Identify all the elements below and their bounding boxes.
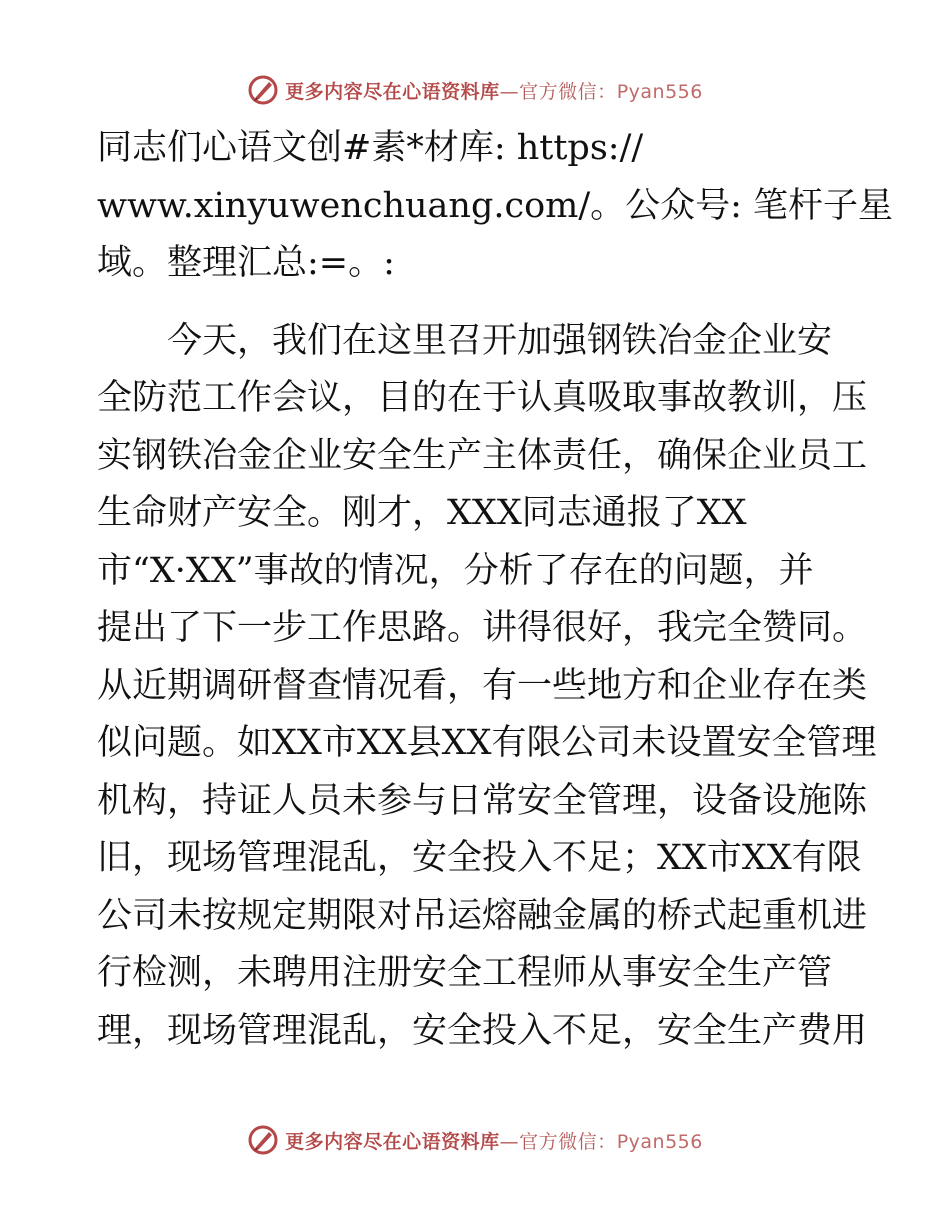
pen-logo-icon bbox=[247, 1124, 279, 1156]
header-wechat-id: Pyan556 bbox=[616, 80, 703, 103]
body-line: 理，现场管理混乱，安全投入不足，安全生产费用 bbox=[97, 1010, 868, 1051]
header-banner-main: 更多内容尽在心语资料库 bbox=[285, 80, 500, 103]
body-line: 似问题。如XX市XX县XX有限公司未设置安全管理 bbox=[97, 723, 877, 763]
body-line: 全防范工作会议，目的在于认真吸取事故教训，压 bbox=[97, 378, 868, 418]
body-line: 机构，持证人员未参与日常安全管理，设备设施陈 bbox=[97, 780, 868, 821]
notice-line: 同志们心语文创#素*材库: https:// bbox=[97, 128, 644, 168]
footer-banner-text bbox=[285, 1127, 703, 1154]
body-line: 旧，现场管理混乱，安全投入不足；XX市XX有限 bbox=[97, 838, 862, 878]
footer-banner-separator: — bbox=[499, 1130, 520, 1153]
paragraph-gap bbox=[97, 293, 857, 313]
body-line: 市“X·XX”事故的情况，分析了存在的问题，并 bbox=[97, 550, 814, 591]
header-banner-separator: — bbox=[499, 80, 520, 103]
header-banner bbox=[0, 70, 950, 110]
body-line: 今天，我们在这里召开加强钢铁冶金企业安 bbox=[97, 320, 833, 361]
body-line: 行检测，未聘用注册安全工程师从事安全生产管 bbox=[97, 953, 833, 993]
footer-banner-main: 更多内容尽在心语资料库 bbox=[285, 1130, 500, 1153]
footer-banner bbox=[0, 1120, 950, 1160]
footer-wechat-id: Pyan556 bbox=[616, 1130, 703, 1153]
pen-logo-icon bbox=[247, 74, 279, 106]
body-line: 生命财产安全。刚才，XXX同志通报了XX bbox=[97, 493, 747, 533]
notice-line: www.xinyuwenchuang.com/。公众号: 笔杆子星 bbox=[97, 185, 894, 226]
body-line: 实钢铁冶金企业安全生产主体责任，确保企业员工 bbox=[97, 435, 868, 476]
body-line: 公司未按规定期限对吊运熔融金属的桥式起重机进 bbox=[97, 895, 868, 936]
body-line: 提出了下一步工作思路。讲得很好，我完全赞同。 bbox=[97, 608, 868, 648]
header-banner-text bbox=[285, 77, 703, 104]
document-body bbox=[97, 120, 894, 1060]
footer-wechat-label: 官方微信： bbox=[519, 1130, 617, 1153]
header-wechat-label: 官方微信： bbox=[519, 80, 617, 103]
body-line: 从近期调研督查情况看，有一些地方和企业存在类 bbox=[97, 665, 868, 706]
notice-line: 域。整理汇总:=。: bbox=[97, 243, 395, 283]
